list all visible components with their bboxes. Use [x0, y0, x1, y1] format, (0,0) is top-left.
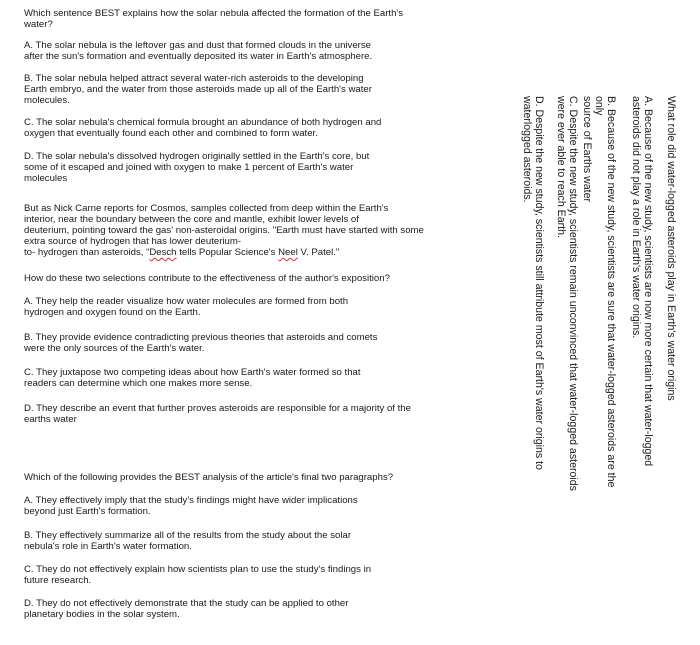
q4-question: What role did water-logged asteroids play in Earth's water origins	[665, 96, 677, 401]
q4-option-a[interactable]: A. Because of the new study, scientists are now more certain that water-logged asteroids did not play a role in Earth's water origins.	[630, 96, 654, 467]
q1-option-b[interactable]: B. The solar nebula helped attract several water-rich asteroids to the developing Earth embryo, and the water from those asteroids made up all of the Earth's water molecules.	[24, 73, 372, 106]
q4-option-d[interactable]: D. Despite the new study, scientists still attribute most of Earth's water origins to waterlogged asteroids.	[521, 96, 545, 470]
passage-name-neel: Neel	[278, 247, 298, 258]
q1-option-c[interactable]: C. The solar nebula's chemical formula brought an abundance of both hydrogen and oxygen that eventually found each other and combined to form water.	[24, 117, 382, 139]
passage-excerpt	[24, 203, 494, 258]
q3-option-a[interactable]: A. They effectively imply that the study's findings might have wider implications beyond just Earth's formation.	[24, 495, 358, 517]
q1-option-d[interactable]: D. The solar nebula's dissolved hydrogen originally settled in the Earth's core, but some of it escaped and joined with oxygen to make 1 percent of Earth's water molecules	[24, 151, 370, 184]
q3-option-d[interactable]: D. They do not effectively demonstrate that the study can be applied to other planetary bodies in the solar system.	[24, 598, 349, 620]
q3-question: Which of the following provides the BEST analysis of the article's final two paragraphs?	[24, 472, 394, 483]
passage-text: But as Nick Carne reports for Cosmos, samples collected from deep within the Earth's interior, near the boundary between the core and mantle, exhibit lower levels of deuterium, pointing toward the gas' non-asteroidal origins. "Earth must have started with some extra source of hydrogen that has lower deuterium- to- hydrogen than asteroids, “	[24, 203, 424, 258]
passage-end: V. Patel."	[297, 247, 340, 258]
q2-option-d[interactable]: D. They describe an event that further proves asteroids are responsible for a majority of the earths water	[24, 403, 411, 425]
q2-option-a[interactable]: A. They help the reader visualize how water molecules are formed from both hydrogen and oxygen found on the Earth.	[24, 296, 349, 318]
q1-question: Which sentence BEST explains how the solar nebula affected the formation of the Earth's water?	[24, 8, 404, 30]
q4-option-c[interactable]: C. Despite the new study, scientists remain unconvinced that water-logged asteroids were ever able to reach Earth.	[555, 96, 579, 491]
q3-option-c[interactable]: C. They do not effectively explain how scientists plan to use the study's findings in future research.	[24, 564, 372, 586]
q4-option-b[interactable]: B. Because of the new study, scientists are sure that water-logged asteroids are the only source of Earths water	[581, 96, 617, 488]
passage-mid: tells Popular Science's	[176, 247, 279, 258]
q2-option-c[interactable]: C. They juxtapose two competing ideas about how Earth's water formed so that readers can determine which one makes more sense.	[24, 367, 361, 389]
q3-option-b[interactable]: B. They effectively summarize all of the results from the study about the solar nebula's role in Earth's water formation.	[24, 530, 352, 552]
passage-name-desch: Desch	[149, 247, 177, 258]
q4-rotated-block	[497, 96, 677, 506]
q2-question: How do these two selections contribute to the effectiveness of the author's exposition?	[24, 273, 390, 284]
q2-option-b[interactable]: B. They provide evidence contradicting previous theories that asteroids and comets were the only sources of the Earth's water.	[24, 332, 378, 354]
q1-option-a[interactable]: A. The solar nebula is the leftover gas and dust that formed clouds in the universe after the sun's formation and eventually deposited its water in Earth's atmosphere.	[24, 40, 373, 62]
